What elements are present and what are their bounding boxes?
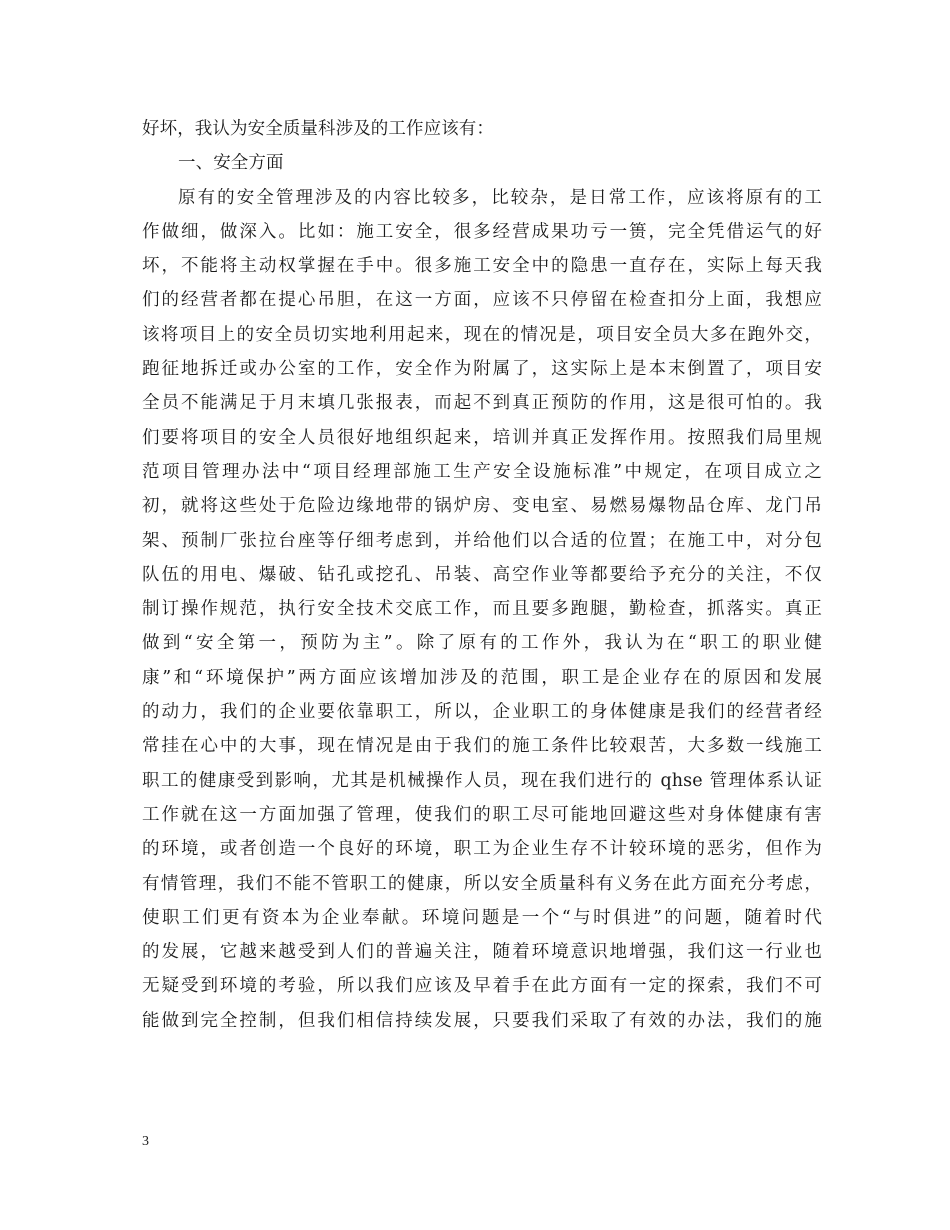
text-line: 该将项目上的安全员切实地利用起来，现在的情况是，项目安全员大多在跑外交， [142,324,822,345]
text-line: 工作就在这一方面加强了管理，使我们的职工尽可能地回避这些对身体健康有害 [142,804,822,825]
text-line: 无疑受到环境的考验，所以我们应该及早着手在此方面有一定的探索，我们不可 [142,976,822,997]
text-line: 制订操作规范，执行安全技术交底工作，而且要多跑腿，勤检查，抓落实。真正 [142,599,822,620]
text-line: 的环境，或者创造一个良好的环境，职工为企业生存不计较环境的恶劣，但作为 [142,839,822,860]
text-line: 的动力，我们的企业要依靠职工，所以，企业职工的身体健康是我们的经营者经 [142,702,822,723]
text-line: 架、预制厂张拉台座等仔细考虑到，并给他们以合适的位置；在施工中，对分包 [142,530,822,551]
text-line: 初，就将这些处于危险边缘地带的锅炉房、变电室、易燃易爆物品仓库、龙门吊 [142,496,822,517]
text-line: 原有的安全管理涉及的内容比较多，比较杂，是日常工作，应该将原有的工 [178,187,822,208]
text-line: 的发展，它越来越受到人们的普遍关注，随着环境意识地增强，我们这一行业也 [142,942,822,963]
body-text [142,112,822,1038]
text-line: 跑征地拆迁或办公室的工作，安全作为附属了，这实际上是本末倒置了，项目安 [142,359,822,380]
text-line: 使职工们更有资本为企业奉献。环境问题是一个“与时俱进”的问题，随着时代 [142,907,822,928]
page-number: 3 [142,1134,149,1149]
text-line: 坏，不能将主动权掌握在手中。很多施工安全中的隐患一直存在，实际上每天我 [142,256,822,277]
text-line: 们的经营者都在提心吊胆，在这一方面，应该不只停留在检查扣分上面，我想应 [142,290,822,311]
text-line: 队伍的用电、爆破、钻孔或挖孔、吊装、高空作业等都要给予充分的关注，不仅 [142,564,822,585]
text-line: 做到“安全第一，预防为主”。除了原有的工作外，我认为在“职工的职业健 [142,633,822,654]
text-line: 能做到完全控制，但我们相信持续发展，只要我们采取了有效的办法，我们的施 [142,1010,822,1031]
text-line: 范项目管理办法中“项目经理部施工生产安全设施标准”中规定，在项目成立之 [142,461,822,482]
text-line: 们要将项目的安全人员很好地组织起来，培训并真正发挥作用。按照我们局里规 [142,427,822,448]
section-heading: 一、安全方面 [178,153,284,174]
text-line: 康”和“环境保护”两方面应该增加涉及的范围，职工是企业存在的原因和发展 [142,667,822,688]
text-line: 有情管理，我们不能不管职工的健康，所以安全质量科有义务在此方面充分考虑， [142,873,822,894]
text-line: 作做细，做深入。比如：施工安全，很多经营成果功亏一篑，完全凭借运气的好 [142,221,822,242]
text-line: 职工的健康受到影响，尤其是机械操作人员，现在我们进行的 qhse 管理体系认证 [142,770,822,791]
text-line: 好坏，我认为安全质量科涉及的工作应该有： [142,119,494,139]
text-line: 常挂在心中的大事，现在情况是由于我们的施工条件比较艰苦，大多数一线施工 [142,736,822,757]
text-line: 全员不能满足于月末填几张报表，而起不到真正预防的作用，这是很可怕的。我 [142,393,822,414]
